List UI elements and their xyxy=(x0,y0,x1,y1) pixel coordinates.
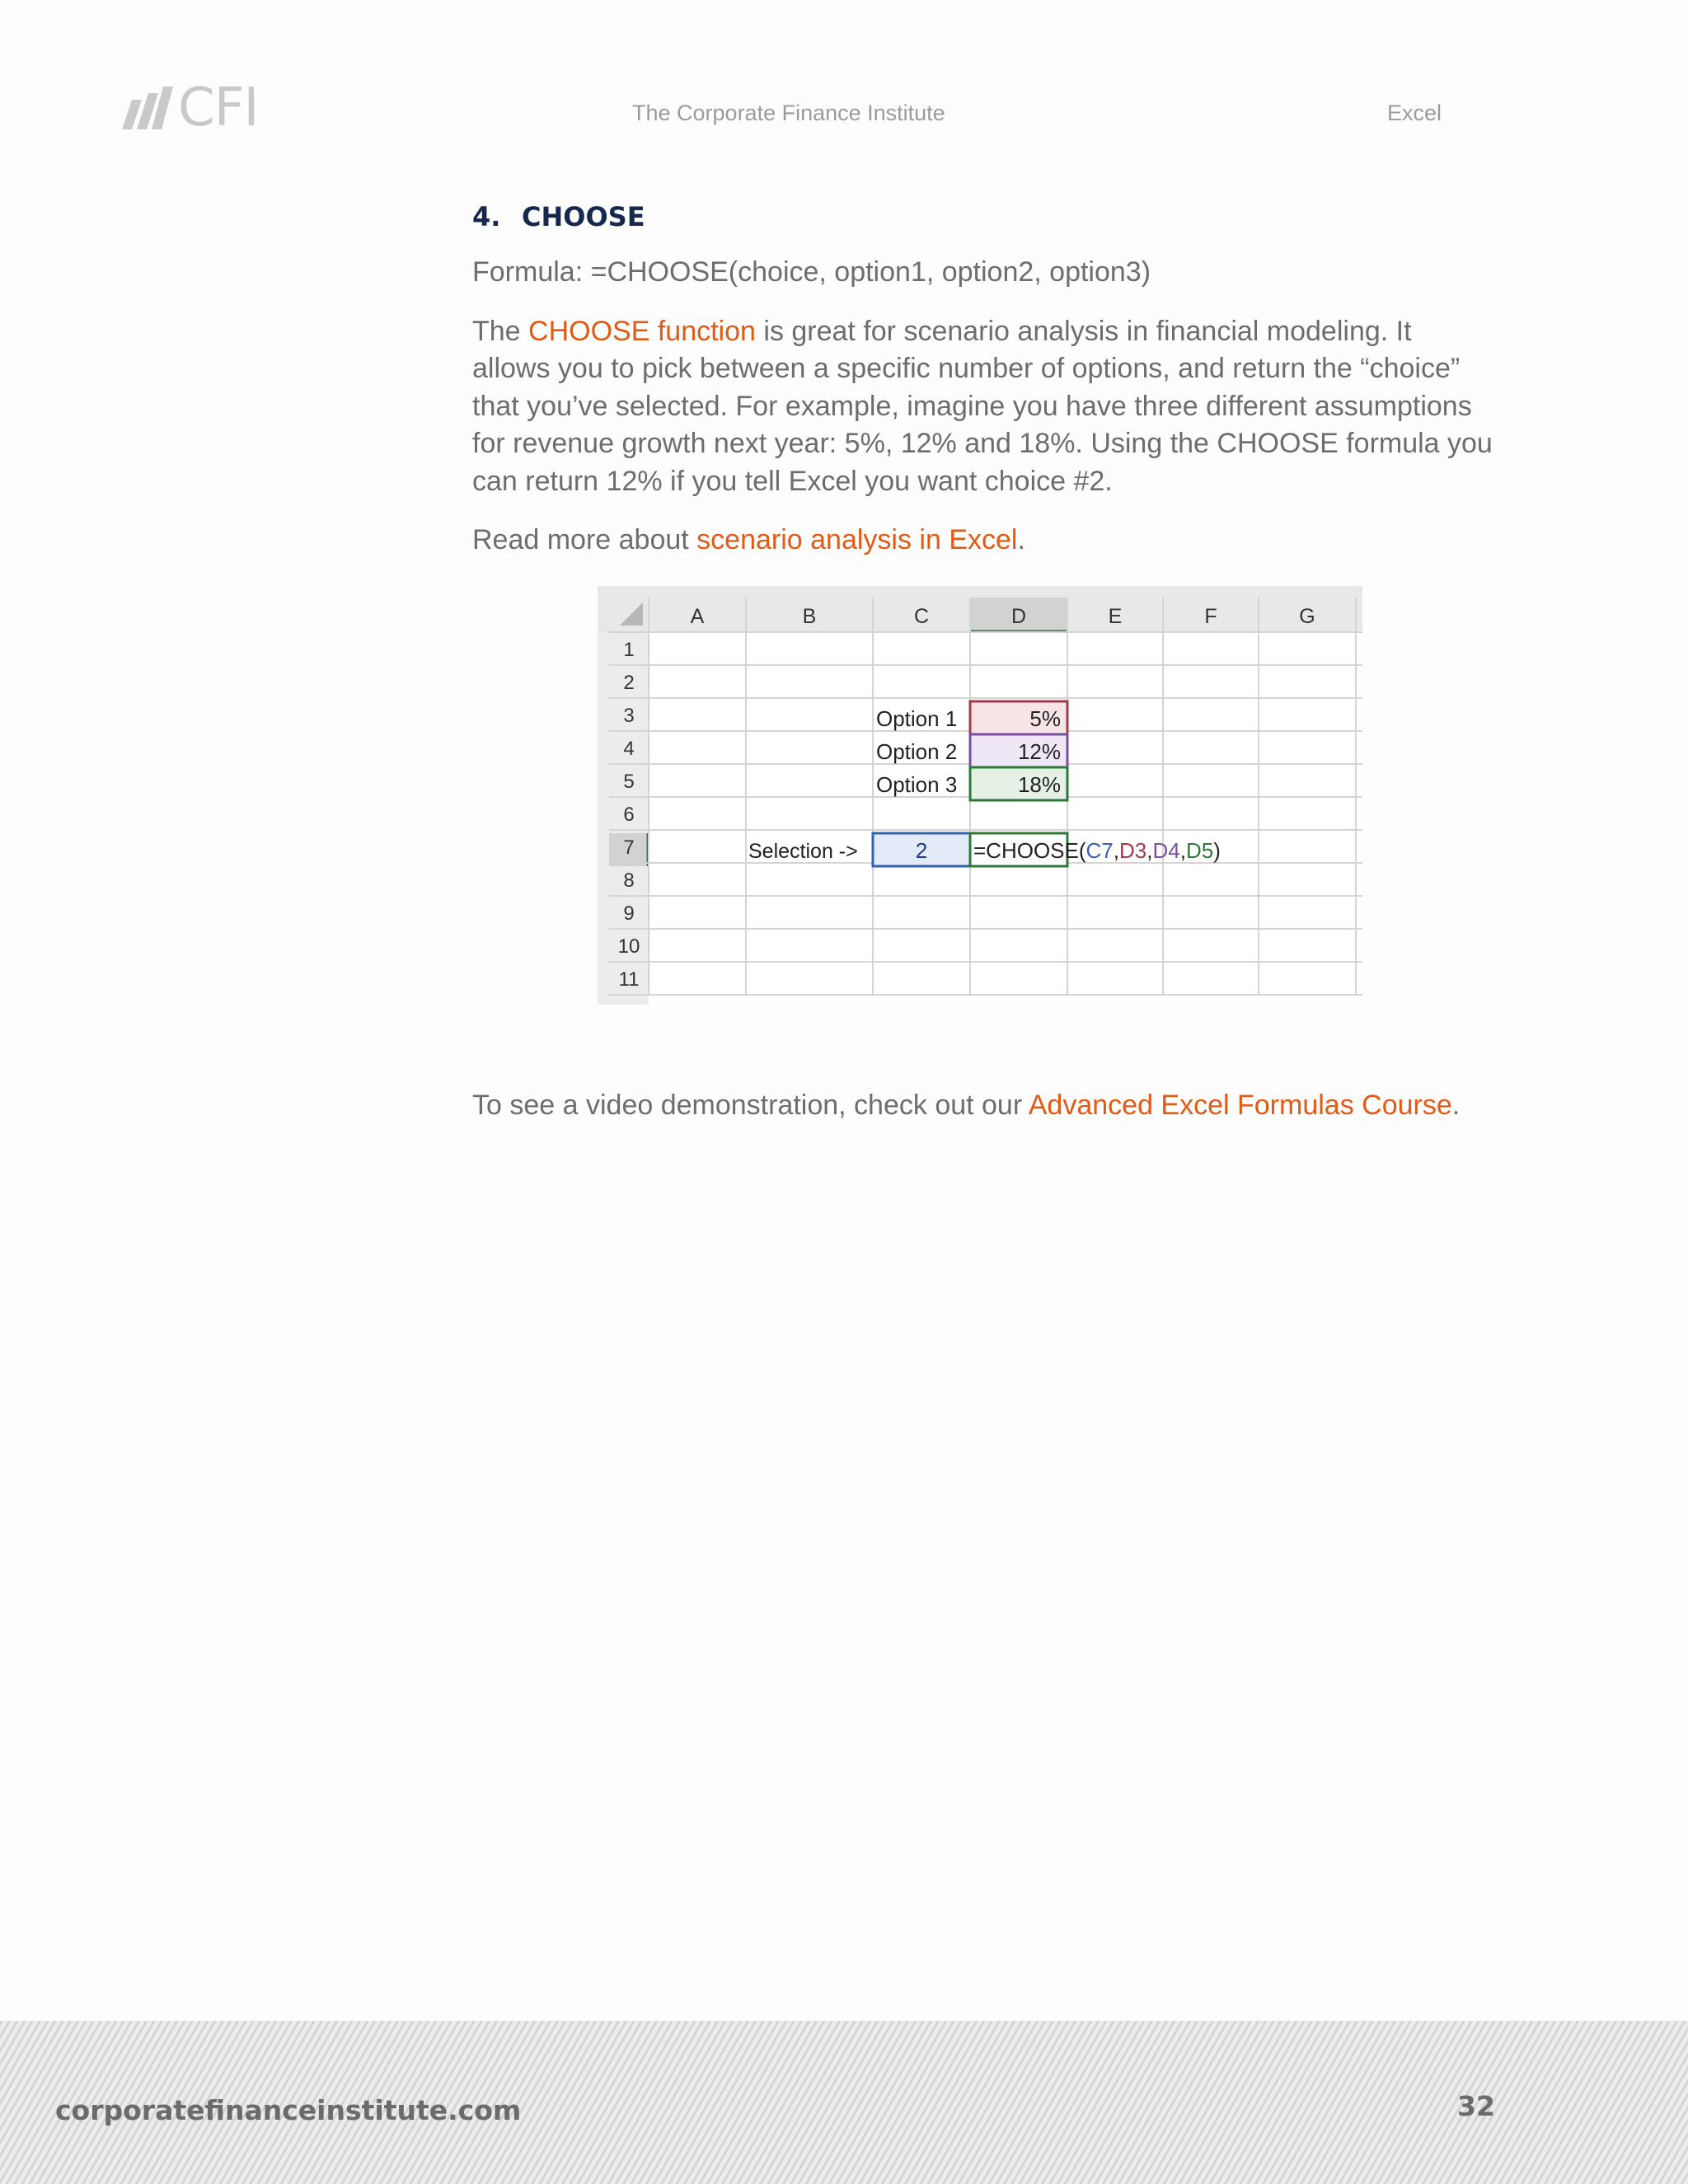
option-1-label: Option 1 xyxy=(876,706,958,731)
video-prefix: To see a video demonstration, check out our xyxy=(472,1090,1029,1121)
row-header-5[interactable]: 5 xyxy=(623,771,635,793)
row-header-4[interactable]: 4 xyxy=(623,738,635,760)
selection-label: Selection -> xyxy=(748,840,858,863)
option-3-value: 18% xyxy=(1017,772,1061,797)
column-header-g[interactable]: G xyxy=(1299,605,1315,628)
column-header-a[interactable]: A xyxy=(690,605,705,628)
video-suffix: . xyxy=(1451,1090,1461,1121)
header-title: The Corporate Finance Institute xyxy=(632,101,945,125)
description-paragraph xyxy=(472,313,1494,501)
choose-formula: =CHOOSE(C7,D3,D4,D5) xyxy=(973,838,1221,863)
para-prefix: The xyxy=(472,315,529,347)
page-number: 32 xyxy=(1457,2090,1495,2122)
formula-line: Formula: =CHOOSE(choice, option1, option2, option3) xyxy=(472,256,1151,288)
column-header-b[interactable]: B xyxy=(802,605,817,628)
scenario-analysis-link[interactable]: scenario analysis in Excel xyxy=(696,524,1018,555)
video-line xyxy=(472,1087,1544,1124)
option-2-label: Option 2 xyxy=(876,739,958,764)
row-header-9[interactable]: 9 xyxy=(623,902,635,925)
page-footer xyxy=(0,2021,1688,2184)
spreadsheet-screenshot xyxy=(598,586,1362,1005)
row-header-11[interactable]: 11 xyxy=(618,968,640,991)
section-number: 4. xyxy=(472,201,501,232)
option-1-value: 5% xyxy=(1029,706,1061,731)
row-header-6[interactable]: 6 xyxy=(623,804,635,826)
row-header-10[interactable]: 10 xyxy=(617,935,640,958)
read-more-line xyxy=(472,522,1494,560)
advanced-excel-course-link[interactable]: Advanced Excel Formulas Course xyxy=(1028,1090,1452,1121)
footer-website[interactable]: corporatefinanceinstitute.com xyxy=(55,2094,522,2126)
cfi-stripes-icon xyxy=(114,87,173,129)
logo-text: CFI xyxy=(178,77,259,138)
read-suffix: . xyxy=(1017,524,1025,555)
row-header-2[interactable]: 2 xyxy=(623,672,635,694)
row-header-1[interactable]: 1 xyxy=(623,639,635,661)
selection-value: 2 xyxy=(915,838,928,863)
cfi-logo xyxy=(114,77,259,138)
column-header-e[interactable]: E xyxy=(1108,605,1123,628)
page-header xyxy=(0,0,1688,165)
column-header-c[interactable]: C xyxy=(913,605,930,628)
header-section: Excel xyxy=(1387,101,1442,125)
section-heading xyxy=(472,198,1494,236)
row-header-7[interactable]: 7 xyxy=(623,837,635,859)
option-3-label: Option 3 xyxy=(876,772,958,797)
section-title: CHOOSE xyxy=(522,201,645,232)
row-header-3[interactable]: 3 xyxy=(623,705,635,727)
column-header-d[interactable]: D xyxy=(1010,605,1027,628)
row-header-8[interactable]: 8 xyxy=(623,869,635,892)
read-prefix: Read more about xyxy=(472,524,697,555)
option-2-value: 12% xyxy=(1017,739,1061,764)
para-text: is great for scenario analysis in financial modeling. It allows you to pick between a specific number of options, and return the “choice” that you’ve selected. For example, imagine you have three different assumptions for revenue growth next year: 5%, 12% and 18%. Using the CHOOSE formula you can return 12% if you tell Excel you want choice #2. xyxy=(472,315,1493,497)
column-header-f[interactable]: F xyxy=(1204,605,1217,628)
choose-function-link[interactable]: CHOOSE function xyxy=(528,315,756,347)
spreadsheet-grid xyxy=(598,586,1362,1005)
main-content xyxy=(472,198,1494,560)
